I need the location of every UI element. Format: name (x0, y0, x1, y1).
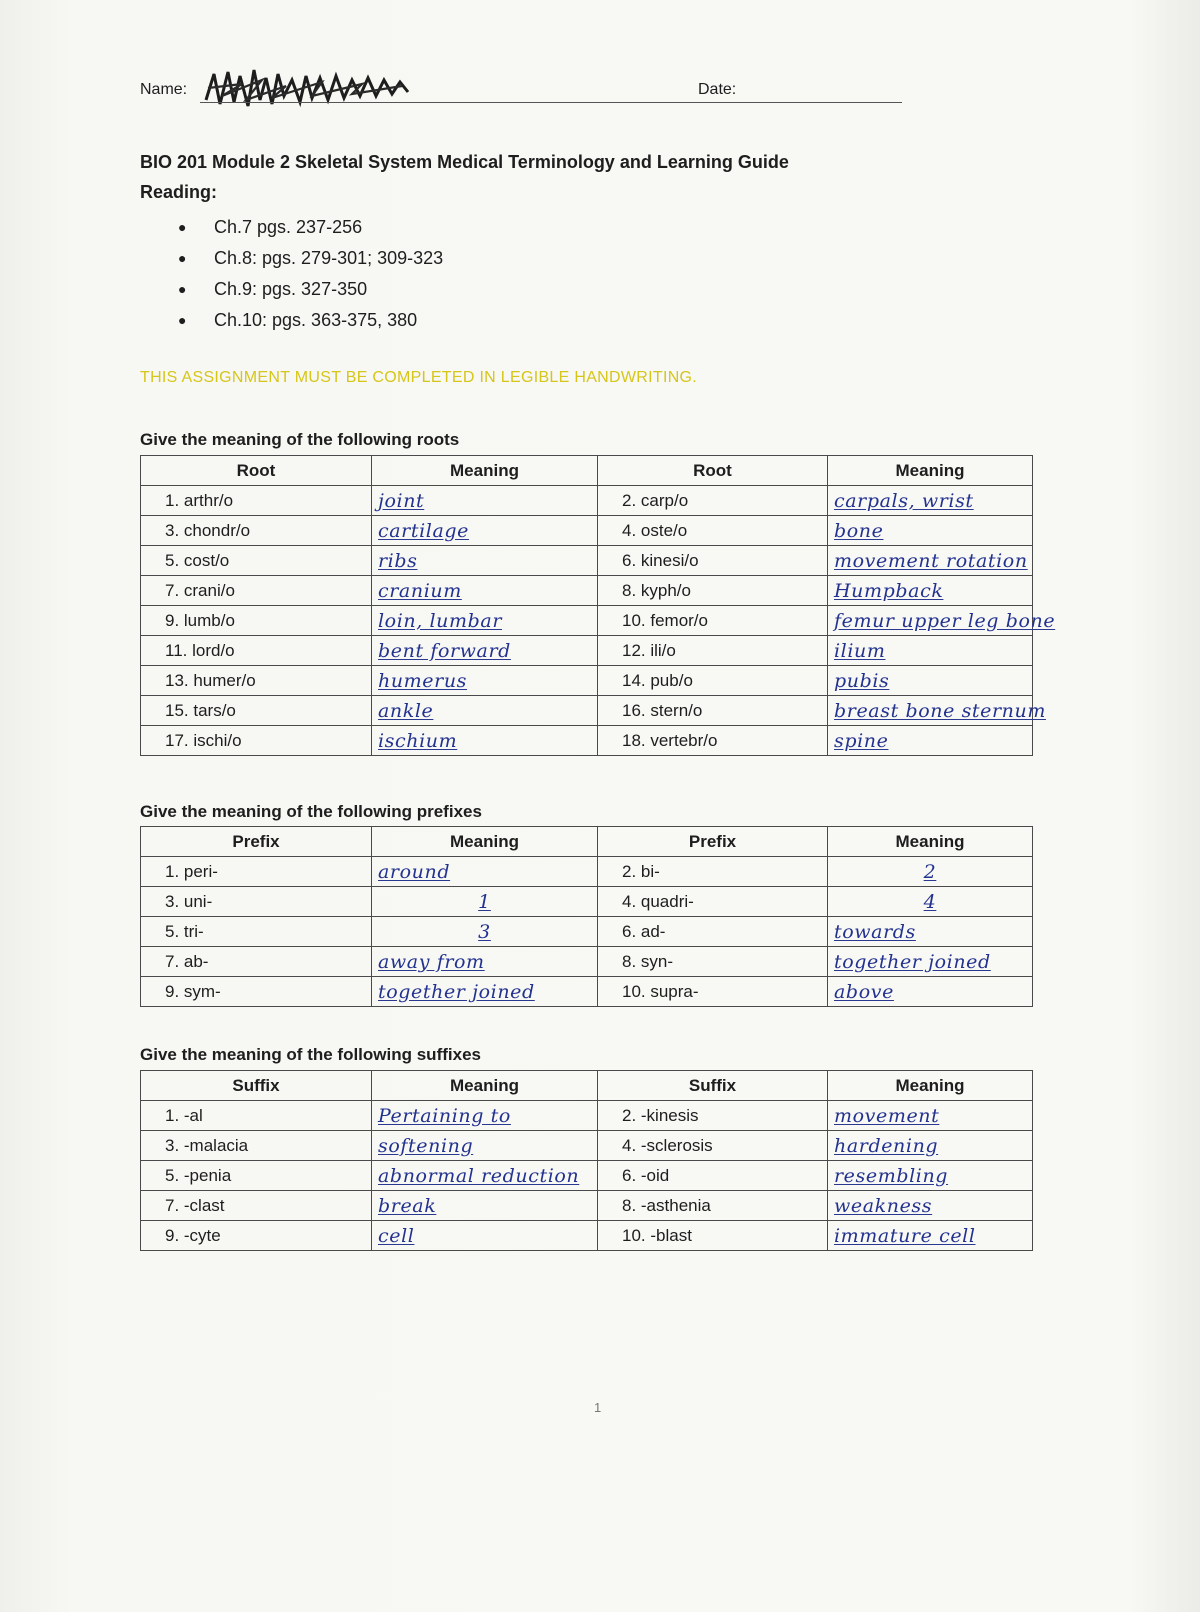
table-row (141, 576, 1033, 606)
handwritten-answer: resembling (834, 1164, 949, 1187)
reading-item: ● Ch.7 pgs. 237-256 (178, 212, 443, 243)
handwritten-answer: hardening (834, 1134, 939, 1157)
term-cell: 6. ad- (598, 917, 828, 947)
meaning-cell (828, 546, 1033, 576)
handwritten-answer: 4 (923, 890, 937, 913)
handwritten-answer: ischium (378, 729, 458, 752)
name-label: Name: (140, 81, 188, 98)
column-header: Meaning (372, 827, 598, 857)
column-header: Meaning (828, 1071, 1033, 1101)
meaning-cell (828, 516, 1033, 546)
handwritten-answer: 3 (478, 920, 491, 943)
handwritten-answer: abnormal reduction (378, 1164, 580, 1187)
meaning-cell (828, 917, 1033, 947)
meaning-cell (372, 516, 598, 546)
term-cell: 11. lord/o (141, 636, 372, 666)
handwritten-answer: movement rotation (834, 549, 1028, 572)
handwritten-answer: joint (378, 489, 425, 512)
term-cell: 2. -kinesis (598, 1101, 828, 1131)
header-row (141, 1071, 1033, 1101)
column-header: Root (141, 456, 372, 486)
handwritten-answer: towards (834, 920, 916, 943)
column-header: Meaning (828, 827, 1033, 857)
table-row (141, 1101, 1033, 1131)
term-cell: 6. kinesi/o (598, 546, 828, 576)
meaning-cell (372, 576, 598, 606)
term-cell: 5. -penia (141, 1161, 372, 1191)
meaning-cell (372, 857, 598, 887)
term-cell: 12. ili/o (598, 636, 828, 666)
meaning-cell (828, 1191, 1033, 1221)
reading-item: ● Ch.10: pgs. 363-375, 380 (178, 305, 443, 336)
term-cell: 4. oste/o (598, 516, 828, 546)
meaning-cell (372, 887, 598, 917)
table-row (141, 516, 1033, 546)
handwritten-answer: movement (834, 1104, 940, 1127)
meaning-cell (828, 857, 1033, 887)
meaning-cell (828, 726, 1033, 756)
handwritten-answer: ilium (834, 639, 886, 662)
table-row (141, 917, 1033, 947)
reading-item: ● Ch.9: pgs. 327-350 (178, 274, 443, 305)
table-row (141, 666, 1033, 696)
header-row (141, 456, 1033, 486)
bullet-icon: ● (178, 281, 187, 297)
meaning-cell (828, 977, 1033, 1007)
prefixes-heading: Give the meaning of the following prefixes (140, 802, 482, 821)
bullet-icon: ● (178, 312, 187, 328)
column-header: Suffix (598, 1071, 828, 1101)
handwritten-answer: cell (378, 1224, 415, 1247)
handwritten-answer: pubis (834, 669, 890, 692)
meaning-cell (828, 576, 1033, 606)
meaning-cell (372, 486, 598, 516)
meaning-cell (828, 947, 1033, 977)
term-cell: 3. uni- (141, 887, 372, 917)
meaning-cell (372, 1131, 598, 1161)
meaning-cell (372, 636, 598, 666)
meaning-cell (828, 666, 1033, 696)
term-cell: 4. -sclerosis (598, 1131, 828, 1161)
reading-item: ● Ch.8: pgs. 279-301; 309-323 (178, 243, 443, 274)
suffixes-heading: Give the meaning of the following suffixes (140, 1045, 481, 1064)
document-title: BIO 201 Module 2 Skeletal System Medical Terminology and Learning Guide (140, 152, 789, 172)
term-cell: 7. ab- (141, 947, 372, 977)
header-row (141, 827, 1033, 857)
handwritten-answer: breast bone sternum (834, 699, 1046, 722)
meaning-cell (372, 666, 598, 696)
term-cell: 5. cost/o (141, 546, 372, 576)
roots-table (140, 455, 1056, 756)
term-cell: 16. stern/o (598, 696, 828, 726)
term-cell: 9. sym- (141, 977, 372, 1007)
handwritten-answer: ankle (378, 699, 434, 722)
meaning-cell (372, 977, 598, 1007)
table-row (141, 486, 1033, 516)
handwritten-answer: weakness (834, 1194, 933, 1217)
handwritten-answer: away from (378, 950, 485, 973)
term-cell: 1. -al (141, 1101, 372, 1131)
table-row (141, 1161, 1033, 1191)
handwritten-answer: Humpback (834, 579, 944, 602)
handwritten-answer: humerus (378, 669, 468, 692)
name-line (200, 102, 832, 103)
suffixes-table (140, 1070, 1033, 1251)
handwritten-answer: together joined (834, 950, 991, 973)
term-cell: 8. syn- (598, 947, 828, 977)
handwritten-answer: above (834, 980, 894, 1003)
handwritten-answer: cartilage (378, 519, 469, 542)
page-number: 1 (594, 1400, 602, 1415)
term-cell: 10. femor/o (598, 606, 828, 636)
column-header: Meaning (828, 456, 1033, 486)
handwritten-answer: together joined (378, 980, 535, 1003)
column-header: Prefix (141, 827, 372, 857)
meaning-cell (828, 1101, 1033, 1131)
table-row (141, 857, 1033, 887)
term-cell: 17. ischi/o (141, 726, 372, 756)
handwritten-answer: 1 (478, 890, 491, 913)
term-cell: 7. -clast (141, 1191, 372, 1221)
term-cell: 9. -cyte (141, 1221, 372, 1251)
bullet-icon: ● (178, 219, 187, 235)
table-row (141, 546, 1033, 576)
column-header: Prefix (598, 827, 828, 857)
handwritten-answer: bent forward (378, 639, 511, 662)
column-header: Meaning (372, 1071, 598, 1101)
meaning-cell (372, 1101, 598, 1131)
name-date-row (140, 72, 900, 112)
meaning-cell (372, 1191, 598, 1221)
table-row (141, 977, 1033, 1007)
handwritten-answer: bone (834, 519, 884, 542)
meaning-cell (372, 546, 598, 576)
table-row (141, 1221, 1033, 1251)
roots-heading: Give the meaning of the following roots (140, 430, 460, 449)
term-cell: 10. -blast (598, 1221, 828, 1251)
handwritten-answer: Pertaining to (378, 1104, 511, 1127)
handwritten-answer: 2 (923, 860, 937, 883)
term-cell: 4. quadri- (598, 887, 828, 917)
meaning-cell (828, 696, 1046, 726)
table-row (141, 1191, 1033, 1221)
table-row (141, 606, 1033, 636)
meaning-cell (828, 636, 1033, 666)
handwriting-notice: THIS ASSIGNMENT MUST BE COMPLETED IN LEGIBLE HANDWRITING. (140, 369, 698, 386)
term-cell: 8. kyph/o (598, 576, 828, 606)
handwritten-answer: cranium (378, 579, 462, 602)
meaning-cell (828, 606, 1056, 636)
term-cell: 2. carp/o (598, 486, 828, 516)
term-cell: 15. tars/o (141, 696, 372, 726)
handwritten-answer: spine (834, 729, 889, 752)
column-header: Root (598, 456, 828, 486)
handwritten-answer: softening (378, 1134, 474, 1157)
handwritten-answer: loin, lumbar (378, 609, 503, 632)
handwritten-answer: ribs (378, 549, 418, 572)
term-cell: 1. arthr/o (141, 486, 372, 516)
prefixes-table (140, 826, 1033, 1007)
redacted-name-scribble (202, 66, 412, 112)
term-cell: 18. vertebr/o (598, 726, 828, 756)
meaning-cell (372, 696, 598, 726)
table-row (141, 1131, 1033, 1161)
term-cell: 7. crani/o (141, 576, 372, 606)
meaning-cell (828, 1221, 1033, 1251)
table-row (141, 726, 1033, 756)
term-cell: 6. -oid (598, 1161, 828, 1191)
meaning-cell (372, 726, 598, 756)
term-cell: 3. chondr/o (141, 516, 372, 546)
term-cell: 3. -malacia (141, 1131, 372, 1161)
meaning-cell (828, 486, 1033, 516)
date-label: Date: (698, 81, 737, 98)
term-cell: 10. supra- (598, 977, 828, 1007)
term-cell: 2. bi- (598, 857, 828, 887)
column-header: Suffix (141, 1071, 372, 1101)
table-row (141, 696, 1033, 726)
table-row (141, 887, 1033, 917)
handwritten-answer: around (378, 860, 451, 883)
table-row (141, 636, 1033, 666)
term-cell: 9. lumb/o (141, 606, 372, 636)
handwritten-answer: immature cell (834, 1224, 976, 1247)
bullet-icon: ● (178, 250, 187, 266)
meaning-cell (372, 917, 598, 947)
meaning-cell (372, 606, 598, 636)
meaning-cell (828, 887, 1033, 917)
term-cell: 5. tri- (141, 917, 372, 947)
meaning-cell (372, 1221, 598, 1251)
meaning-cell (828, 1131, 1033, 1161)
term-cell: 8. -asthenia (598, 1191, 828, 1221)
term-cell: 14. pub/o (598, 666, 828, 696)
reading-label: Reading: (140, 182, 218, 202)
column-header: Meaning (372, 456, 598, 486)
handwritten-answer: carpals, wrist (834, 489, 974, 512)
meaning-cell (372, 1161, 598, 1191)
term-cell: 13. humer/o (141, 666, 372, 696)
meaning-cell (372, 947, 598, 977)
meaning-cell (828, 1161, 1033, 1191)
table-row (141, 947, 1033, 977)
handwritten-answer: break (378, 1194, 437, 1217)
date-line (752, 102, 902, 103)
handwritten-answer: femur upper leg bone (834, 609, 1056, 632)
reading-list (178, 212, 443, 336)
term-cell: 1. peri- (141, 857, 372, 887)
